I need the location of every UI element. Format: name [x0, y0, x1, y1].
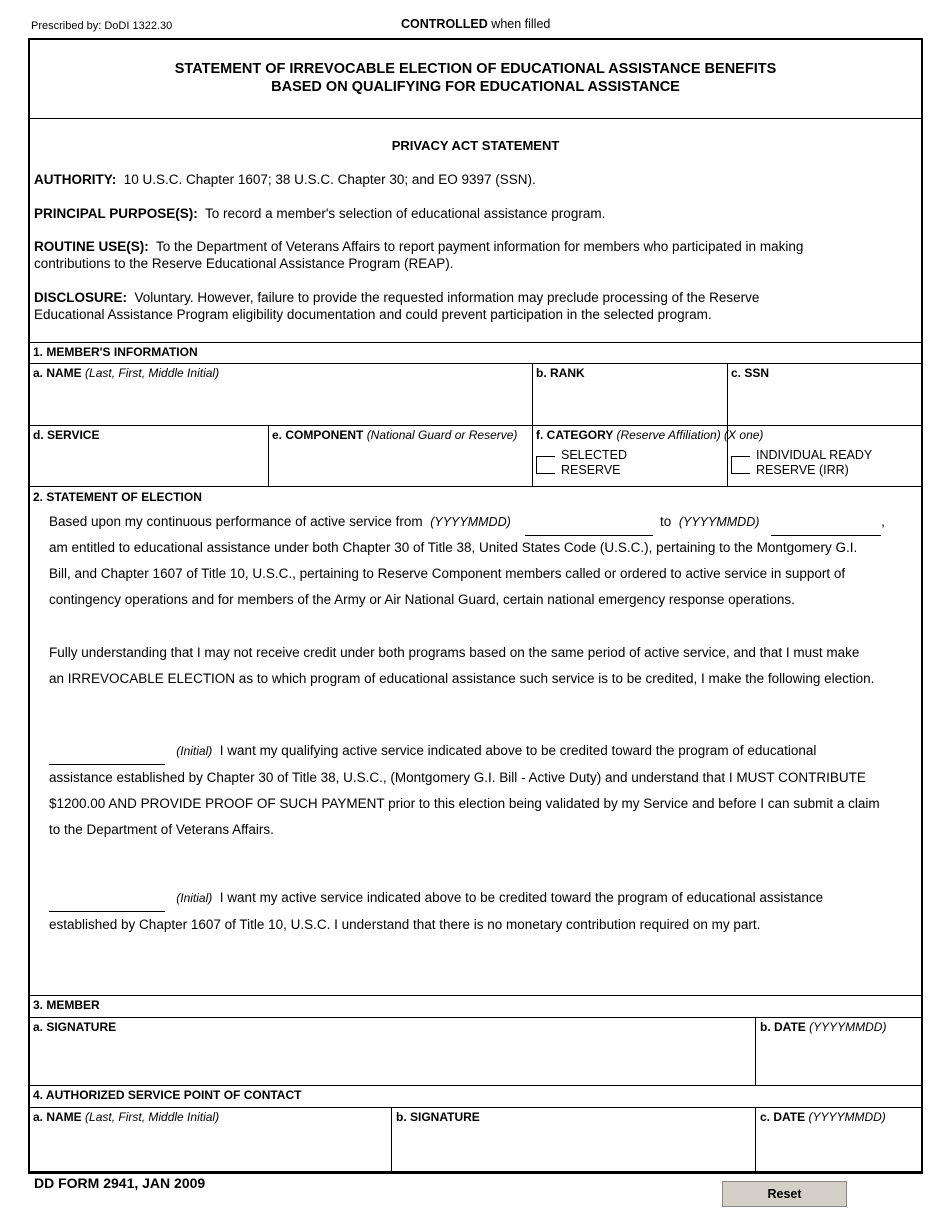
- privacy-heading: PRIVACY ACT STATEMENT: [391, 138, 560, 153]
- service-field-label: d. SERVICE: [33, 428, 100, 442]
- reset-button[interactable]: Reset: [722, 1181, 847, 1207]
- from-date-field[interactable]: [525, 509, 653, 536]
- controlled-notice: CONTROLLED when filled: [401, 17, 551, 31]
- disclosure-text: DISCLOSURE: Voluntary. However, failure to provide the requested information may preclude processing of the Reserve Educational Assistance Program eligibility documentation and could prevent participation in the selected program.: [34, 290, 760, 322]
- form-container: [28, 38, 923, 1174]
- form-id: DD FORM 2941, JAN 2009: [34, 1175, 206, 1191]
- selected-reserve-label: SELECTED RESERVE: [561, 448, 627, 477]
- purpose-text: PRINCIPAL PURPOSE(S): To record a member's selection of educational assistance program.: [34, 206, 606, 221]
- statement-para1: am entitled to educational assistance under both Chapter 30 of Title 38, United States Code (U.S.C.), pertaining to the Montgomery G.I. Bill, and Chapter 1607 of Title 10, U.S.C., pertaining to Reserve Component members called or ordered to active service in support of contingency operations and for members of the Army or Air National Guard, certain national emergency response operations.: [49, 540, 858, 607]
- poc-date-label: c. DATE (YYYYMMDD): [760, 1110, 886, 1124]
- section4-heading: 4. AUTHORIZED SERVICE POINT OF CONTACT: [33, 1088, 302, 1102]
- rank-field-label: b. RANK: [536, 366, 585, 380]
- statement-para2: Fully understanding that I may not receive credit under both programs based on the same period of active service, and that I must make an IRREVOCABLE ELECTION as to which program of educational assistance such service is to be credited, I make the following election.: [49, 645, 875, 686]
- irr-checkbox[interactable]: [731, 456, 750, 474]
- ssn-field-label: c. SSN: [731, 366, 770, 380]
- to-date-field[interactable]: [771, 509, 881, 536]
- option-chapter1607: (Initial) I want my active service indicated above to be credited toward the program of educational assistance established by Chapter 1607 of Title 10, U.S.C. I understand that there is no monetary contribution required on my part.: [49, 885, 924, 938]
- section3-heading: 3. MEMBER: [33, 998, 100, 1012]
- name-field-label: a. NAME (Last, First, Middle Initial): [33, 366, 220, 380]
- poc-signature-label: b. SIGNATURE: [396, 1110, 480, 1124]
- authority-text: AUTHORITY: 10 U.S.C. Chapter 1607; 38 U.S.C. Chapter 30; and EO 9397 (SSN).: [34, 172, 536, 187]
- component-field-label: e. COMPONENT (National Guard or Reserve): [272, 428, 518, 442]
- service-period-line: Based upon my continuous performance of active service from (YYYYMMDD) to (YYYYMMDD) ,: [49, 509, 924, 536]
- section1-heading: 1. MEMBER'S INFORMATION: [33, 345, 198, 359]
- form-title: STATEMENT OF IRREVOCABLE ELECTION OF EDUCATIONAL ASSISTANCE BENEFITS BASED ON QUALIFYING FOR EDUCATIONAL ASSISTANCE: [174, 61, 777, 95]
- option-mgib: (Initial) I want my qualifying active service indicated above to be credited toward the program of educational assistance established by Chapter 30 of Title 38, U.S.C., (Montgomery G.I. Bill - Active Duty) and understand that I MUST CONTRIBUTE $1200.00 AND PROVIDE PROOF OF SUCH PAYMENT prior to this election being validated by my Service and before I can submit a claim to the Department of Veterans Affairs.: [49, 738, 924, 843]
- routine-use-text: ROUTINE USE(S): To the Department of Veterans Affairs to report payment information for members who participated in making contributions to the Reserve Educational Assistance Program (REAP).: [34, 239, 804, 271]
- poc-name-label: a. NAME (Last, First, Middle Initial): [33, 1110, 220, 1124]
- member-signature-label: a. SIGNATURE: [33, 1020, 117, 1034]
- mgib-initial-field[interactable]: [49, 738, 165, 765]
- prescribed-by: Prescribed by: DoDI 1322.30: [31, 20, 173, 32]
- ch1607-initial-field[interactable]: [49, 885, 165, 912]
- section2-heading: 2. STATEMENT OF ELECTION: [33, 490, 202, 504]
- selected-reserve-checkbox[interactable]: [536, 456, 555, 474]
- irr-label: INDIVIDUAL READY RESERVE (IRR): [756, 448, 873, 477]
- category-field-label: f. CATEGORY (Reserve Affiliation) (X one): [536, 428, 764, 442]
- member-date-label: b. DATE (YYYYMMDD): [760, 1020, 887, 1034]
